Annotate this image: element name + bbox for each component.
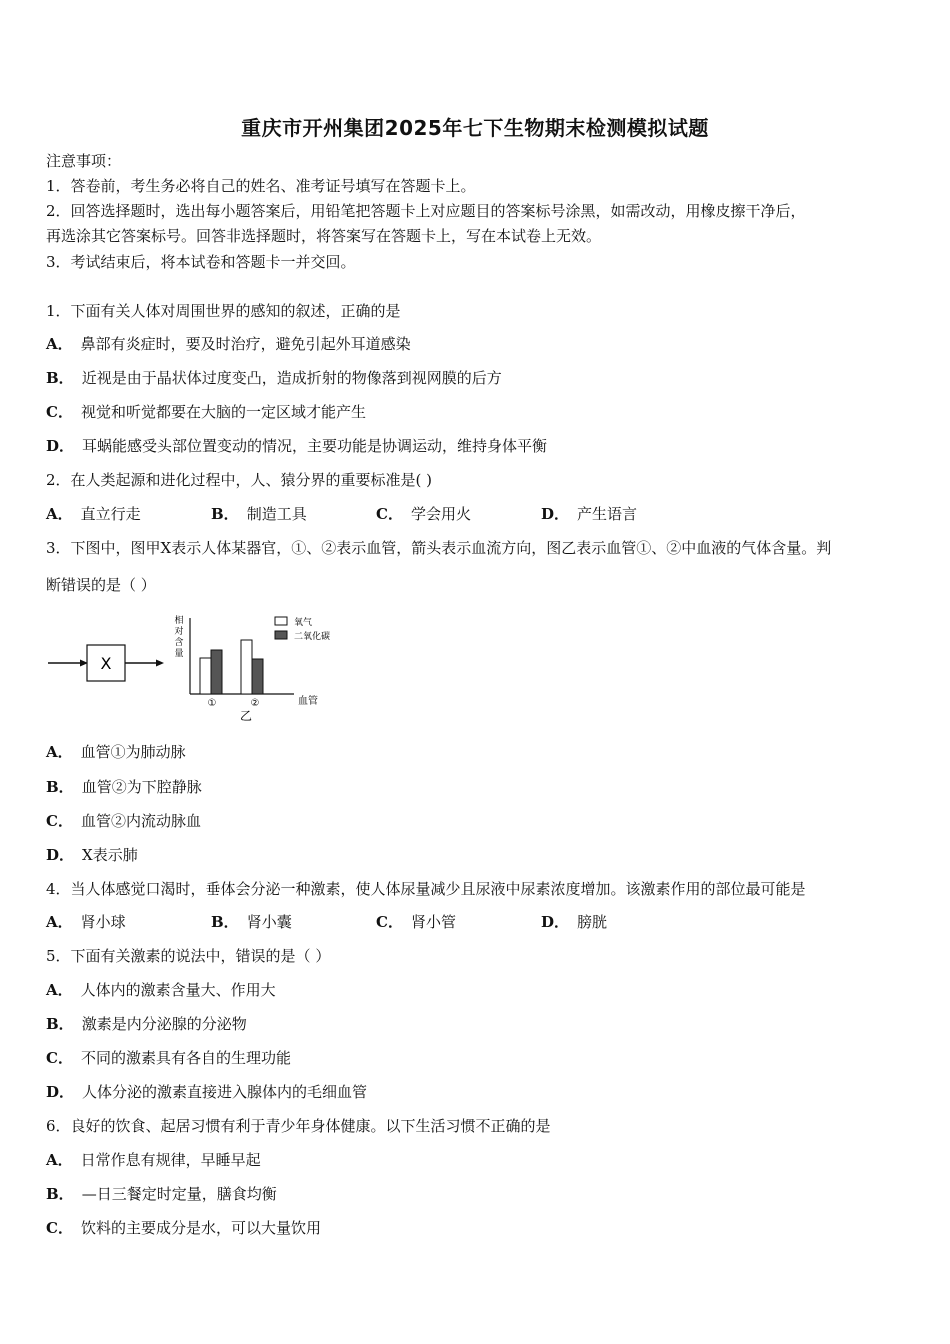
question-5-option-d (46, 1082, 367, 1102)
option-label: A． (46, 743, 73, 761)
option-label: A． (46, 1151, 73, 1169)
question-2-option-c (376, 504, 541, 524)
option-label: A． (46, 335, 73, 353)
option-text: 学会用火 (410, 505, 471, 523)
question-2-options (46, 504, 706, 524)
option-text: 不同的激素具有各自的生理功能 (80, 1049, 291, 1067)
question-2-stem: 2．在人类起源和进化过程中，人、猿分界的重要标准是( ) (46, 471, 433, 489)
option-label: C． (376, 913, 403, 931)
question-6-option-b (46, 1184, 277, 1204)
bar-oxygen-vessel-1 (200, 658, 211, 694)
option-text: 肾小球 (80, 913, 126, 931)
option-label: C． (46, 403, 73, 421)
option-label: C． (376, 505, 403, 523)
question-1-option-b (46, 368, 502, 388)
y-axis-label-char: 对 (174, 627, 184, 637)
option-label: A． (46, 913, 73, 931)
bar-oxygen-vessel-2 (241, 640, 252, 694)
notice-item: 1．答卷前，考生务必将自己的姓名、准考证号填写在答题卡上。 (46, 177, 476, 195)
option-label: C． (46, 1049, 73, 1067)
bar-co2-vessel-1 (211, 650, 222, 694)
question-3-figure (44, 610, 364, 730)
option-text: X表示肺 (82, 846, 138, 864)
question-5-option-a (46, 980, 276, 1000)
option-label: D． (46, 846, 75, 864)
notice-item: 3．考试结束后，将本试卷和答题卡一并交回。 (46, 253, 356, 271)
option-text: —日三餐定时定量，膳食均衡 (81, 1185, 277, 1203)
option-label: D． (46, 1083, 75, 1101)
option-label: D． (541, 505, 570, 523)
x-tick-vessel-2: ② (250, 698, 260, 709)
option-text: 视觉和听觉都要在大脑的一定区域才能产生 (80, 403, 366, 421)
question-5-option-c (46, 1048, 291, 1068)
question-3-option-c (46, 811, 201, 831)
option-text: 人体分泌的激素直接进入腺体内的毛细血管 (82, 1083, 368, 1101)
option-label: D． (541, 913, 570, 931)
legend-co2-label: 二氧化碳 (294, 632, 331, 642)
question-1-option-d (46, 436, 547, 456)
option-text: 血管②为下腔静脉 (81, 778, 202, 796)
question-3-option-a (46, 742, 186, 762)
question-4-option-c (376, 912, 541, 932)
question-4-option-d (541, 912, 706, 932)
x-axis-label: 血管 (298, 696, 318, 707)
bar-co2-vessel-2 (252, 659, 263, 694)
legend-co2-swatch (275, 631, 287, 639)
option-text: 鼻部有炎症时，要及时治疗，避免引起外耳道感染 (80, 335, 411, 353)
option-text: 饮料的主要成分是水，可以大量饮用 (80, 1219, 321, 1237)
y-axis-label-char: 相 (174, 616, 184, 626)
question-3-option-b (46, 777, 202, 797)
option-text: 产生语言 (577, 505, 638, 523)
question-1-stem: 1．下面有关人体对周围世界的感知的叙述，正确的是 (46, 302, 401, 320)
question-6-option-c (46, 1218, 321, 1238)
option-label: A． (46, 505, 73, 523)
question-6-stem: 6．良好的饮食、起居习惯有利于青少年身体健康。以下生活习惯不正确的是 (46, 1117, 551, 1135)
organ-x-label: X (100, 654, 112, 673)
option-text: 肾小囊 (246, 913, 292, 931)
question-4-stem: 4．当人体感觉口渴时，垂体会分泌一种激素，使人体尿量减少且尿液中尿素浓度增加。该激素作用的部位最可能是 (46, 880, 806, 898)
option-text: 制造工具 (246, 505, 307, 523)
option-text: 肾小管 (410, 913, 456, 931)
question-5-stem: 5．下面有关激素的说法中，错误的是（ ） (46, 947, 331, 965)
option-text: 血管①为肺动脉 (80, 743, 186, 761)
legend-oxygen-label: 氧气 (294, 618, 313, 628)
option-text: 膀胱 (577, 913, 608, 931)
question-2-option-b (211, 504, 376, 524)
y-axis-label-char: 含 (174, 638, 184, 648)
question-4-options (46, 912, 706, 932)
y-axis-label-char: 量 (174, 649, 184, 659)
notice-item: 2．回答选择题时，选出每小题答案后，用铅笔把答题卡上对应题目的答案标号涂黑，如需改动，用橡皮擦干净后， (46, 202, 806, 220)
notice-heading: 注意事项： (46, 152, 122, 170)
question-2-option-a (46, 504, 211, 524)
option-label: B． (211, 505, 239, 523)
option-text: 耳蜗能感受头部位置变动的情况，主要功能是协调运动，维持身体平衡 (82, 437, 548, 455)
option-label: B． (46, 1185, 74, 1203)
option-text: 直立行走 (80, 505, 141, 523)
option-text: 近视是由于晶状体过度变凸，造成折射的物像落到视网膜的后方 (81, 369, 502, 387)
legend-oxygen-swatch (275, 617, 287, 625)
question-3-stem: 3．下图中，图甲X表示人体某器官，①、②表示血管，箭头表示血流方向，图乙表示血管①、②中血液的气体含量。判 (46, 539, 832, 557)
question-4-option-b (211, 912, 376, 932)
question-4-option-a (46, 912, 211, 932)
option-text: 激素是内分泌腺的分泌物 (81, 1015, 247, 1033)
option-label: C． (46, 812, 73, 830)
option-label: B． (211, 913, 239, 931)
question-5-option-b (46, 1014, 247, 1034)
question-6-option-a (46, 1150, 261, 1170)
question-3-option-d (46, 845, 138, 865)
question-2-option-d (541, 504, 706, 524)
outflow-arrow-head (156, 660, 164, 667)
page-title: 重庆市开州集团2025年七下生物期末检测模拟试题 (241, 116, 709, 140)
option-label: B． (46, 778, 74, 796)
option-label: A． (46, 981, 73, 999)
option-label: C． (46, 1219, 73, 1237)
x-tick-vessel-1: ① (207, 698, 217, 709)
option-text: 血管②内流动脉血 (80, 812, 201, 830)
question-1-option-c (46, 402, 366, 422)
option-label: B． (46, 369, 74, 387)
option-label: B． (46, 1015, 74, 1033)
question-1-option-a (46, 334, 411, 354)
option-text: 日常作息有规律，早睡早起 (80, 1151, 261, 1169)
question-3-stem-continued: 断错误的是（ ） (46, 576, 156, 594)
figure-caption: 乙 (239, 709, 253, 723)
option-label: D． (46, 437, 75, 455)
notice-item: 再选涂其它答案标号。回答非选择题时，将答案写在答题卡上，写在本试卷上无效。 (46, 227, 602, 245)
option-text: 人体内的激素含量大、作用大 (80, 981, 276, 999)
